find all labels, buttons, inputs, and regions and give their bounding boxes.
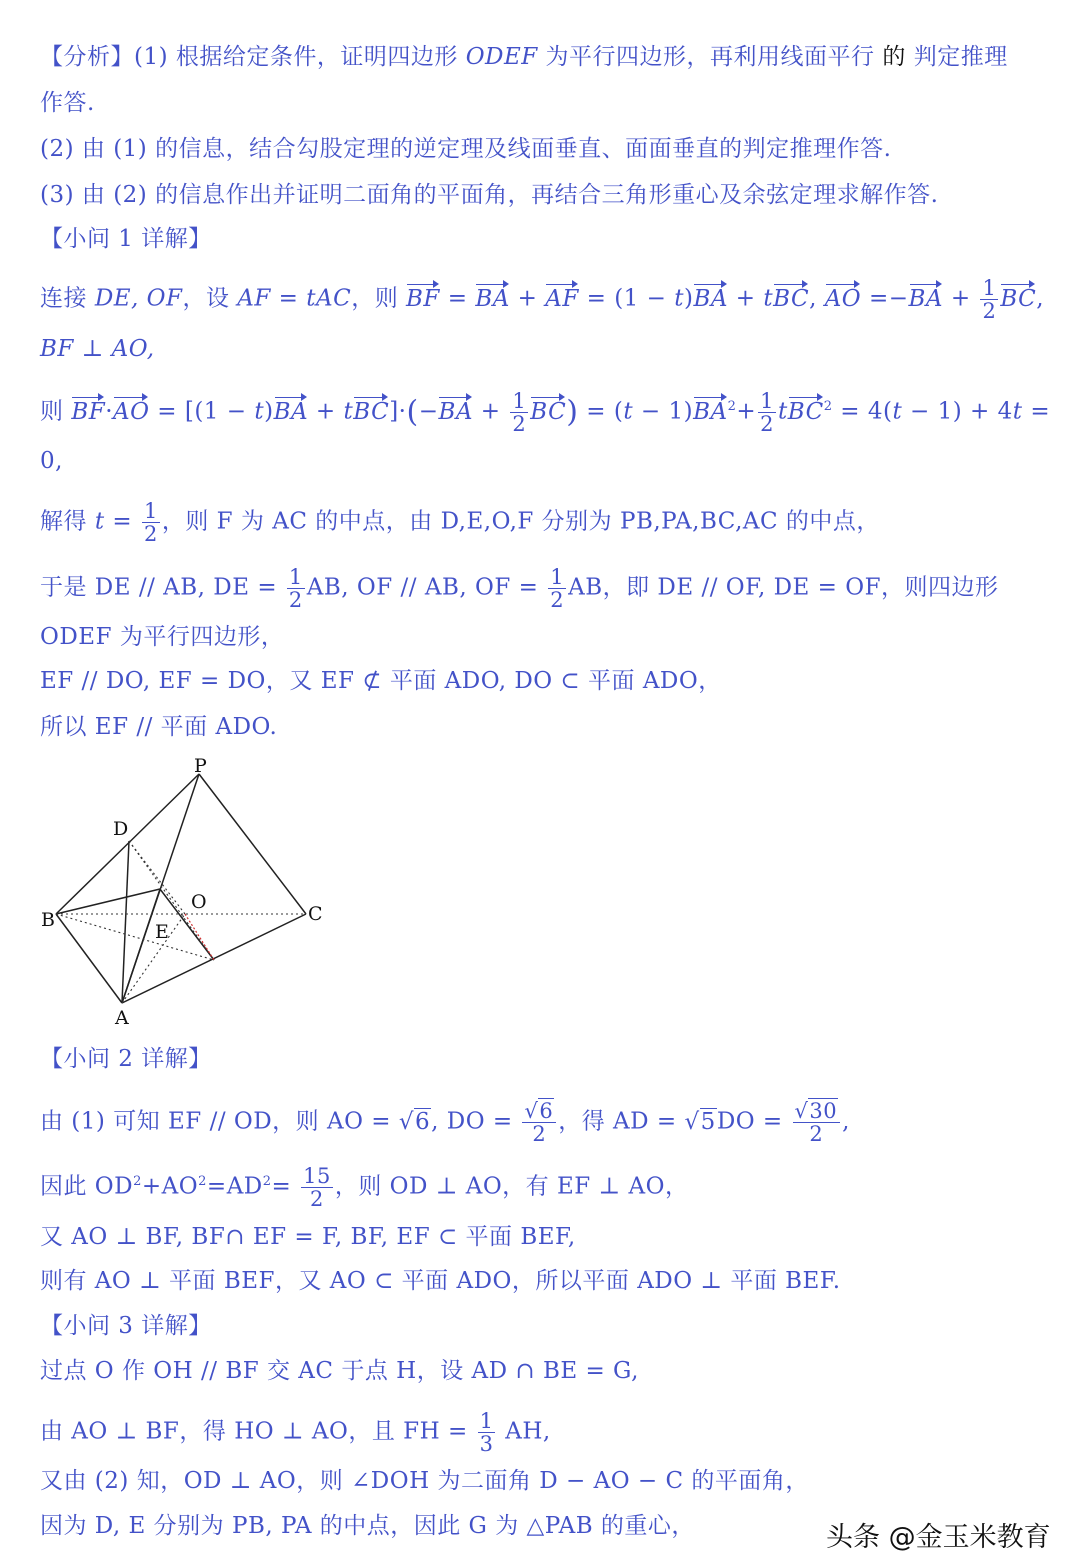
label-d: D <box>113 818 129 840</box>
q3-line-3: 又由 (2) 知，OD ⊥ AO，则 ∠DOH 为二面角 D − AO − C 的平面角， <box>40 1468 809 1494</box>
q2-header: 【小问 2 详解】 <box>40 1046 212 1072</box>
analysis-line-2: 作答. <box>40 90 95 116</box>
analysis-line-3: (2) 由 (1) 的信息，结合勾股定理的逆定理及线面垂直、面面垂直的判定推理作答. <box>40 136 892 162</box>
label-c: C <box>308 903 323 925</box>
q3-line-1: 过点 O 作 OH // BF 交 AC 于点 H，设 AD ∩ BE = G, <box>40 1358 639 1384</box>
q2-line-4: 则有 AO ⊥ 平面 BEF，又 AO ⊂ 平面 ADO，所以平面 ADO ⊥ 平面 BEF. <box>40 1268 841 1294</box>
q1-header: 【小问 1 详解】 <box>40 226 212 252</box>
q1-line-6: 于是 DE // AB, DE = $\frac{1}{2}$ AB, OF // AB, OF = $\frac{1}{2}$ AB，即 DE // OF, DE = OF，则四边形 <box>40 565 999 612</box>
q3-header: 【小问 3 详解】 <box>40 1313 212 1339</box>
edge-ae <box>122 889 160 1003</box>
edge-pc <box>199 774 306 914</box>
label-b: B <box>41 909 55 931</box>
q1-line-7: ODEF 为平行四边形， <box>40 624 285 650</box>
geometry-figure <box>38 752 338 1032</box>
q1-line-9: 所以 EF // 平面 ADO. <box>40 714 278 740</box>
q1-line-3: 则 BF·AO = [(1 − t)BA + tBC]·(−BA + $\frac{1}{2}$ $BC) = (t - 1)BA^2+$ $\frac{1}{2}$ tBC$^2$ = 4(t − 1) + 4t = <box>40 389 1051 436</box>
edge-ac <box>122 914 306 1003</box>
q3-line-4: 因为 D, E 分别为 PB, PA 的中点，因此 G 为 △PAB 的重心， <box>40 1513 695 1539</box>
watermark: 头条 @金玉米教育 <box>826 1522 1051 1553</box>
label-o: O <box>191 891 207 913</box>
q1-line-1: 连接 DE, OF，设 AF = tAC，则 BF = BA + AF = (1 − t)BA + tBC, AO =−BA + $\frac{1}{2}$ BC, <box>40 276 1045 323</box>
edge-be <box>56 889 160 914</box>
q2-line-2: 因此 $OD^2+AO^2=AD^2=$ $\frac{15}{2}$ ，则 OD ⊥ AO，有 EF ⊥ AO， <box>40 1164 689 1211</box>
q2-line-3: 又 AO ⊥ BF, BF∩ EF = F, BF, EF ⊂ 平面 BEF, <box>40 1224 576 1250</box>
edge-ba <box>56 914 122 1003</box>
label-p: P <box>194 755 207 777</box>
dash-do <box>129 841 185 914</box>
analysis-line-1: 【分析】(1) 根据给定条件，证明四边形 ODEF 为平行四边形，再利用线面平行 的 判定推理 <box>40 44 1008 70</box>
q1-line-2: BF ⊥ AO, <box>40 336 155 362</box>
label-a: A <box>115 1007 129 1029</box>
q3-line-2: 由 AO ⊥ BF，得 HO ⊥ AO，且 FH = $\frac{1}{3}$ AH, <box>40 1409 551 1456</box>
dash-bf <box>56 914 214 960</box>
analysis-line-4: (3) 由 (2) 的信息作出并证明二面角的平面角，再结合三角形重心及余弦定理求解作答. <box>40 182 939 208</box>
q2-line-1: 由 (1) 可知 EF // OD，则 AO = √6, DO = $\frac{√6}{2}$ ，得 AD = √5DO = $\frac{√30}{2}$ , <box>40 1099 850 1146</box>
dash-ao <box>122 914 185 1003</box>
q1-line-5: 解得 t = $\frac{1}{2}$ ，则 F 为 AC 的中点，由 D,E,O,F 分别为 PB,PA,BC,AC 的中点， <box>40 499 880 546</box>
q1-line-4: 0, <box>40 448 63 474</box>
edge-ad <box>122 841 129 1003</box>
q1-line-8: EF // DO, EF = DO，又 EF ⊄ 平面 ADO, DO ⊂ 平面 ADO， <box>40 668 722 694</box>
label-e: E <box>155 921 169 943</box>
